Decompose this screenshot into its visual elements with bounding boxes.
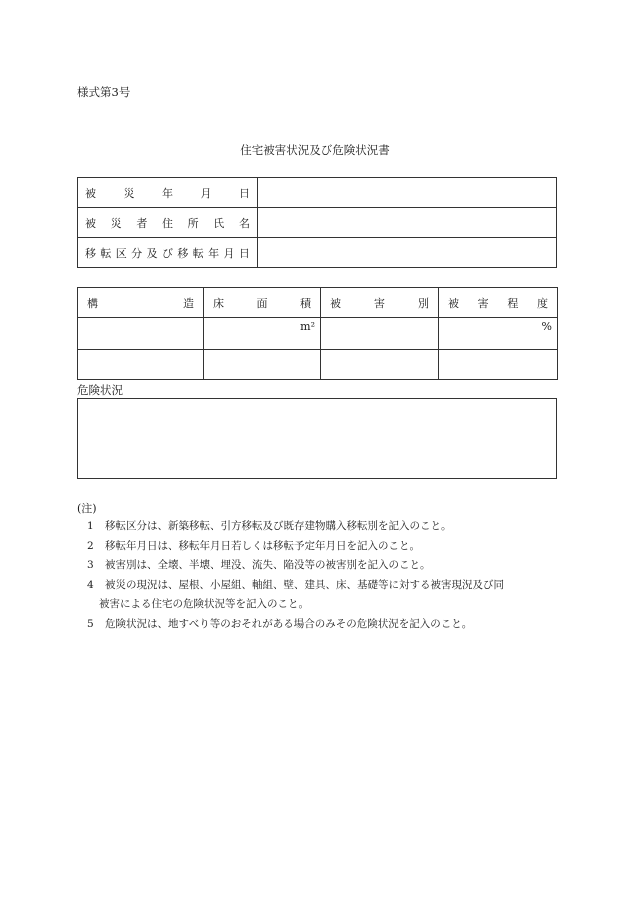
form-number: 様式第3号: [77, 85, 131, 99]
label-char: 被: [85, 186, 96, 200]
header-char: 害: [374, 296, 385, 310]
floor-area-field[interactable]: [204, 318, 321, 350]
note-text-continued: 被害による住宅の危険状況等を記入のこと。: [99, 598, 309, 610]
structure-field[interactable]: [78, 318, 204, 350]
label-char: 氏: [213, 216, 225, 230]
notes-list: [77, 517, 547, 634]
table-row: [78, 178, 557, 208]
header-char: 被: [448, 296, 459, 310]
note-number: 5: [87, 617, 94, 630]
damage-type-field[interactable]: [321, 350, 439, 380]
label-char: 災: [110, 216, 122, 230]
disaster-date-field[interactable]: [258, 178, 557, 208]
label-char: 分: [131, 246, 143, 260]
header-floor-area: [204, 288, 321, 318]
table-row: [78, 350, 558, 380]
header-char: 床: [213, 296, 224, 310]
header-char: 面: [256, 296, 268, 310]
victim-info-table: [77, 177, 557, 268]
list-item: [77, 576, 547, 615]
label-char: 被: [85, 216, 96, 230]
label-char: 区: [115, 246, 127, 260]
table-row: [78, 238, 557, 268]
floor-area-unit: m²: [300, 320, 315, 333]
damage-table: [77, 287, 558, 380]
danger-section-label: 危険状況: [77, 383, 123, 397]
damage-type-field[interactable]: [321, 318, 439, 350]
label-char: 月: [223, 246, 235, 260]
label-char: 者: [136, 216, 148, 230]
header-char: 別: [418, 296, 429, 310]
damage-degree-unit: %: [541, 320, 552, 333]
label-char: 移: [85, 246, 96, 260]
header-char: 構: [87, 296, 98, 310]
note-text: 被災の現況は、屋根、小屋組、軸組、壁、建具、床、基礎等に対する被害現況及び同: [105, 578, 504, 591]
label-char: 年: [208, 246, 220, 260]
header-char: 程: [507, 296, 519, 310]
label-disaster-date: [78, 178, 258, 208]
structure-field[interactable]: [78, 350, 204, 380]
label-char: 住: [161, 216, 173, 230]
label-char: 災: [123, 186, 135, 200]
list-item: [77, 517, 547, 537]
label-char: 所: [187, 216, 199, 230]
header-char: 度: [536, 296, 548, 310]
relocation-type-date-field[interactable]: [258, 238, 557, 268]
label-char: 日: [238, 246, 250, 260]
header-char: 被: [330, 296, 341, 310]
header-structure: [78, 288, 204, 318]
label-victim-address-name: [78, 208, 258, 238]
floor-area-field[interactable]: [204, 350, 321, 380]
label-char: 日: [239, 186, 250, 200]
note-text: 被害別は、全壊、半壊、埋没、流失、陥没等の被害別を記入のこと。: [105, 559, 431, 571]
notes-heading: (注): [77, 502, 97, 515]
note-number: 2: [87, 539, 94, 552]
note-number: 1: [87, 520, 94, 532]
damage-table-header: [78, 288, 558, 318]
label-char: 転: [192, 246, 204, 260]
damage-degree-field[interactable]: [439, 350, 558, 380]
header-char: 積: [300, 296, 311, 310]
document-title: 住宅被害状況及び危険状況書: [240, 143, 390, 157]
label-char: 月: [200, 186, 212, 200]
damage-degree-field[interactable]: [439, 318, 558, 350]
label-char: 年: [162, 186, 173, 200]
label-char: 転: [100, 246, 112, 260]
victim-address-name-field[interactable]: [258, 208, 557, 238]
note-text: 移転年月日は、移転年月日若しくは移転予定年月日を記入のこと。: [105, 539, 420, 552]
header-damage-type: [321, 288, 439, 318]
list-item: [77, 556, 547, 576]
header-char: 造: [183, 296, 194, 310]
table-row: [78, 318, 558, 350]
note-text: 移転区分は、新築移転、引方移転及び既存建物購入移転別を記入のこと。: [105, 520, 452, 532]
label-char: び: [161, 246, 173, 260]
danger-status-field[interactable]: [77, 398, 557, 479]
list-item: [77, 537, 547, 557]
note-text: 危険状況は、地すべり等のおそれがある場合のみその危険状況を記入のこと。: [105, 617, 473, 630]
list-item: [77, 615, 547, 635]
table-row: [78, 208, 557, 238]
note-number: 4: [87, 578, 94, 591]
label-char: 移: [177, 246, 189, 260]
label-char: 名: [238, 216, 250, 230]
note-number: 3: [87, 559, 94, 571]
header-char: 害: [477, 296, 489, 310]
header-damage-degree: [439, 288, 558, 318]
label-char: 及: [146, 246, 158, 260]
label-relocation-type-date: [78, 238, 258, 268]
